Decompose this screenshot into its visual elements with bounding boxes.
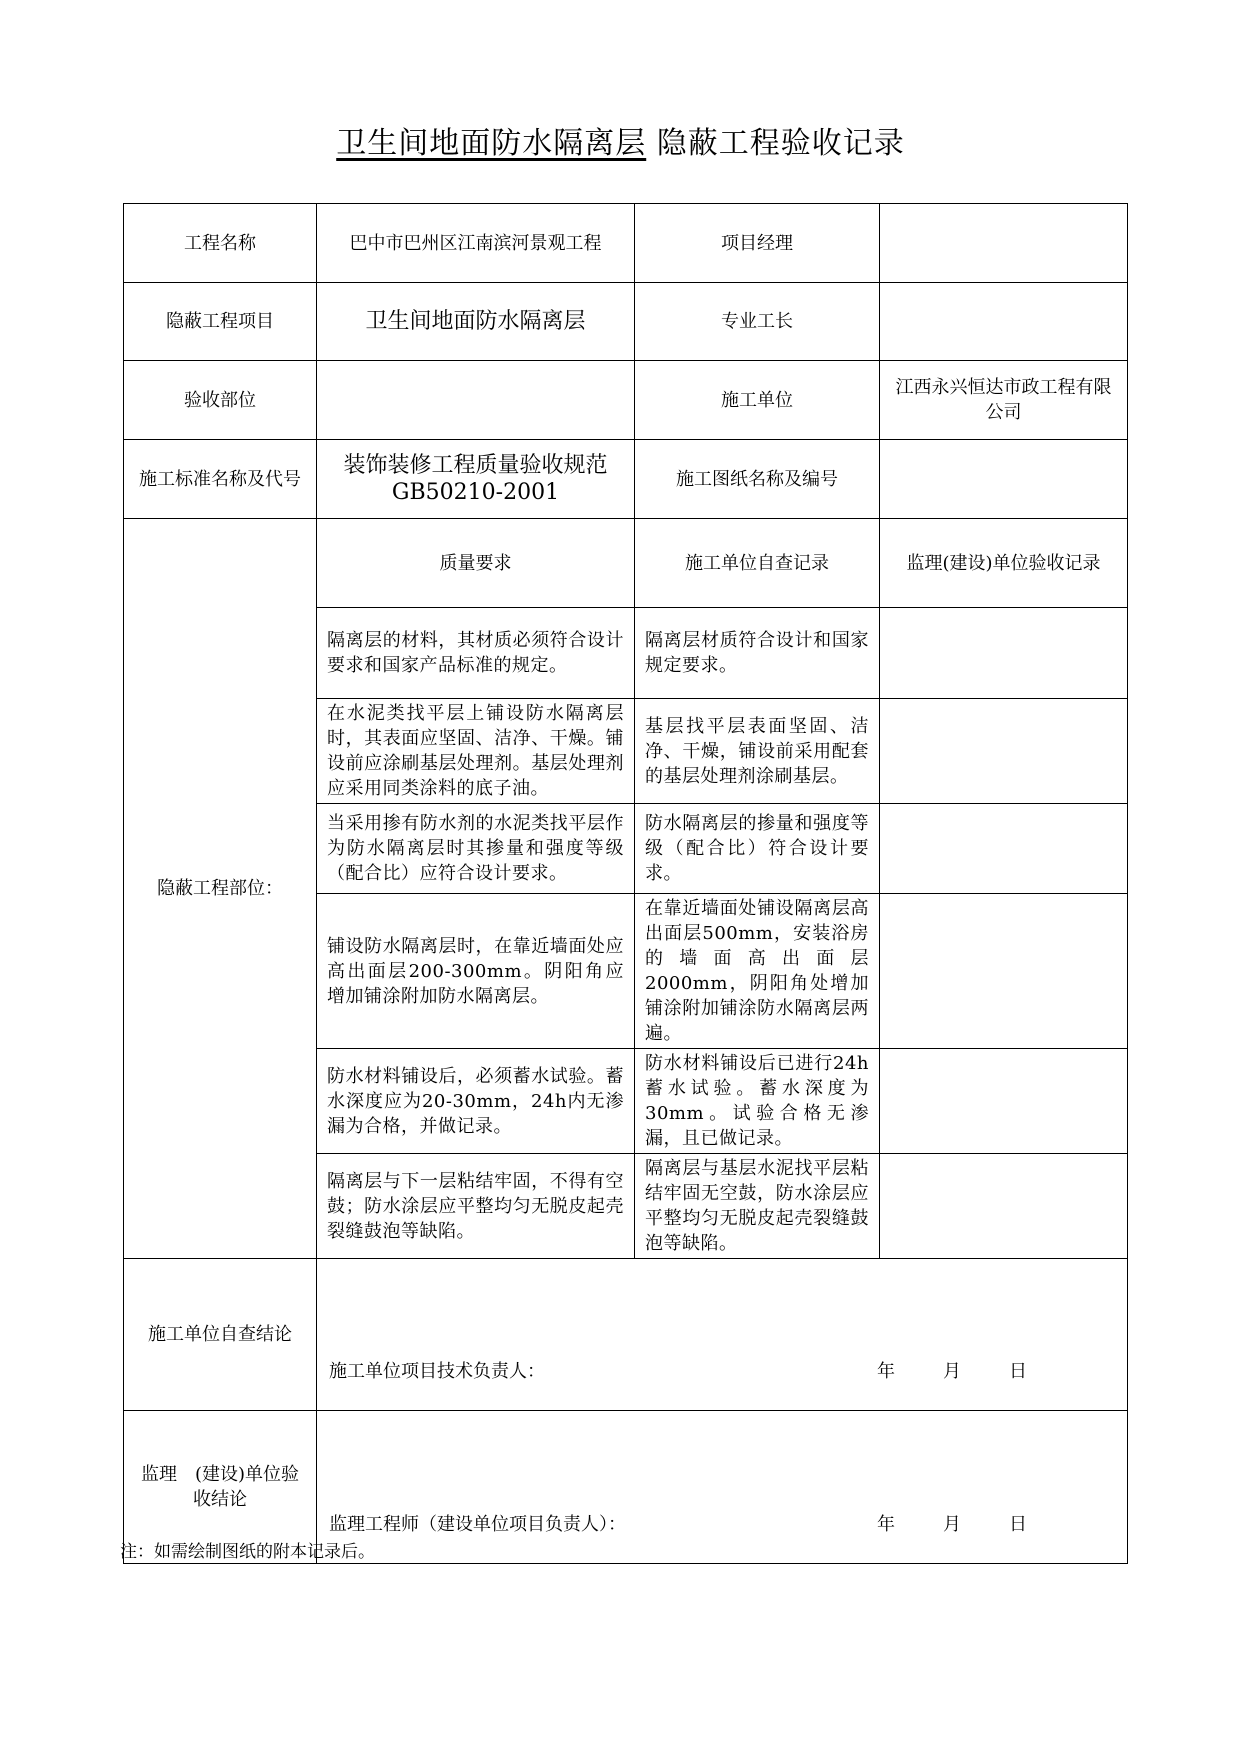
- contractor-date: [877, 1359, 1075, 1384]
- contractor-conclusion-cell: [317, 1259, 1128, 1411]
- supervision-cell: [880, 1049, 1128, 1154]
- record-cell: 基层找平层表面坚固、洁净、干燥，铺设前采用配套的基层处理剂涂刷基层。: [635, 699, 880, 804]
- record-cell: 隔离层与基层水泥找平层粘结牢固无空鼓，防水涂层应平整均匀无脱皮起壳裂缝鼓泡等缺陷。: [635, 1154, 880, 1259]
- label-drawing: 施工图纸名称及编号: [635, 440, 880, 519]
- acceptance-form: [123, 203, 1128, 1564]
- supervision-cell: [880, 804, 1128, 894]
- record-cell: 隔离层材质符合设计和国家规定要求。: [635, 608, 880, 699]
- supervisor-conclusion-cell: [317, 1411, 1128, 1564]
- supervisor-signer: 监理工程师（建设单位项目负责人）：: [329, 1514, 626, 1535]
- value-contractor: 江西永兴恒达市政工程有限公司: [880, 361, 1128, 440]
- value-project-name: 巴中市巴州区江南滨河景观工程: [317, 204, 635, 283]
- value-drawing: [880, 440, 1128, 519]
- value-foreman: [880, 283, 1128, 361]
- label-contractor: 施工单位: [635, 361, 880, 440]
- page-title: [0, 118, 1241, 162]
- title-underlined: 卫生间地面防水隔离层: [336, 126, 647, 161]
- requirement-cell: 铺设防水隔离层时，在靠近墙面处应高出面层200-300mm。阴阳角应增加铺涂附加防水隔离层。: [317, 894, 635, 1049]
- label-hidden-item: 隐蔽工程项目: [124, 283, 317, 361]
- row-inspection-part: [124, 361, 1128, 440]
- supervision-cell: [880, 894, 1128, 1049]
- requirement-cell: 隔离层的材料，其材质必须符合设计要求和国家产品标准的规定。: [317, 608, 635, 699]
- record-cell: 防水材料铺设后已进行24h蓄水试验。蓄水深度为30mm。试验合格无渗漏，且已做记录。: [635, 1049, 880, 1154]
- row-standard: [124, 440, 1128, 519]
- section-label: 隐蔽工程部位：: [124, 519, 317, 1259]
- record-cell: 在靠近墙面处铺设隔离层高出面层500mm，安装浴房的墙面高出面层2000mm，阴阳角处增加铺涂附加铺涂防水隔离层两遍。: [635, 894, 880, 1049]
- row-project-name: [124, 204, 1128, 283]
- row-contractor-conclusion: [124, 1259, 1128, 1411]
- label-inspection-part: 验收部位: [124, 361, 317, 440]
- row-column-headers: [124, 519, 1128, 608]
- contractor-signer: 施工单位项目技术负责人：: [329, 1361, 545, 1382]
- supervision-cell: [880, 699, 1128, 804]
- footnote: 注：如需绘制图纸的附本记录后。: [120, 1542, 375, 1562]
- label-contractor-conclusion: 施工单位自查结论: [124, 1259, 317, 1411]
- value-project-manager: [880, 204, 1128, 283]
- month-label: 月: [943, 1514, 961, 1535]
- record-cell: 防水隔离层的掺量和强度等级（配合比）符合设计要求。: [635, 804, 880, 894]
- label-project-name: 工程名称: [124, 204, 317, 283]
- value-hidden-item: 卫生间地面防水隔离层: [317, 283, 635, 361]
- col-self-check: 施工单位自查记录: [635, 519, 880, 608]
- month-label: 月: [943, 1361, 961, 1382]
- col-supervision: 监理(建设)单位验收记录: [880, 519, 1128, 608]
- col-quality: 质量要求: [317, 519, 635, 608]
- label-project-manager: 项目经理: [635, 204, 880, 283]
- requirement-cell: 当采用掺有防水剂的水泥类找平层作为防水隔离层时其掺量和强度等级（配合比）应符合设计要求。: [317, 804, 635, 894]
- year-label: 年: [877, 1514, 895, 1535]
- supervisor-date: [877, 1512, 1075, 1537]
- requirement-cell: 防水材料铺设后，必须蓄水试验。蓄水深度应为20-30mm，24h内无渗漏为合格，并做记录。: [317, 1049, 635, 1154]
- value-standard: 装饰装修工程质量验收规范 GB50210-2001: [317, 440, 635, 519]
- row-hidden-item: [124, 283, 1128, 361]
- supervision-cell: [880, 608, 1128, 699]
- supervision-cell: [880, 1154, 1128, 1259]
- year-label: 年: [877, 1361, 895, 1382]
- title-rest: 隐蔽工程验收记录: [656, 126, 905, 161]
- value-inspection-part: [317, 361, 635, 440]
- requirement-cell: 隔离层与下一层粘结牢固，不得有空鼓；防水涂层应平整均匀无脱皮起壳裂缝鼓泡等缺陷。: [317, 1154, 635, 1259]
- label-foreman: 专业工长: [635, 283, 880, 361]
- label-standard: 施工标准名称及代号: [124, 440, 317, 519]
- requirement-cell: 在水泥类找平层上铺设防水隔离层时，其表面应坚固、洁净、干燥。铺设前应涂刷基层处理剂。基层处理剂应采用同类涂料的底子油。: [317, 699, 635, 804]
- label-supervisor-conclusion: 监理 (建设)单位验收结论: [124, 1411, 317, 1564]
- day-label: 日: [1009, 1514, 1027, 1535]
- day-label: 日: [1009, 1361, 1027, 1382]
